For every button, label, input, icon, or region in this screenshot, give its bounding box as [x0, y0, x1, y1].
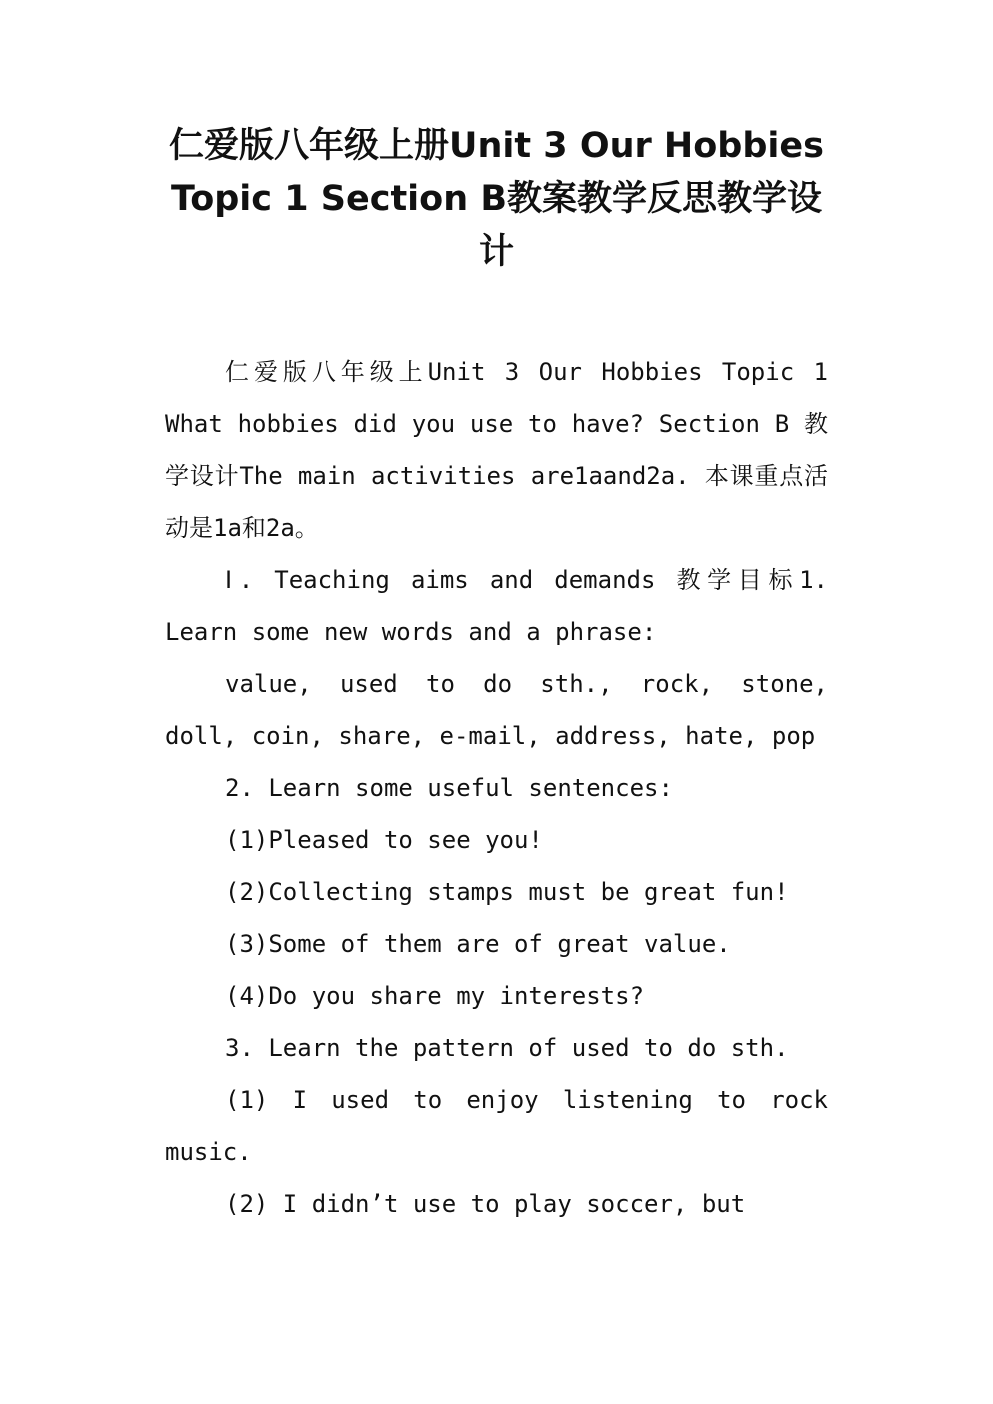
paragraph-sentence-1: (1)Pleased to see you!: [225, 826, 543, 854]
paragraph-teaching-aims: Ⅰ. Teaching aims and demands 教学目标1. Learn some new words and a phrase:: [165, 566, 828, 646]
paragraph-pattern-heading: 3. Learn the pattern of used to do sth.: [225, 1034, 789, 1062]
paragraph-intro: 仁爱版八年级上Unit 3 Our Hobbies Topic 1 What hobbies did you use to have? Section B 教学设计The main activities are1aand2a. 本课重点活动是1a和2a。: [165, 358, 828, 542]
paragraph-sentence-3: (3)Some of them are of great value.: [225, 930, 731, 958]
paragraph-sentence-2: (2)Collecting stamps must be great fun!: [225, 878, 789, 906]
paragraph-vocabulary: value, used to do sth., rock, stone, doll, coin, share, e-mail, address, hate, pop: [165, 670, 828, 750]
document-body: [165, 346, 828, 1230]
paragraph-sentence-4: (4)Do you share my interests?: [225, 982, 645, 1010]
paragraph-pattern-2: (2) I didn’t use to play soccer, but: [225, 1190, 746, 1218]
document-title: 仁爱版八年级上册Unit 3 Our Hobbies Topic 1 Section B教案教学反思教学设计: [169, 126, 824, 272]
paragraph-pattern-1: (1) I used to enjoy listening to rock music.: [165, 1086, 828, 1166]
paragraph-sentences-heading: 2. Learn some useful sentences:: [225, 774, 673, 802]
